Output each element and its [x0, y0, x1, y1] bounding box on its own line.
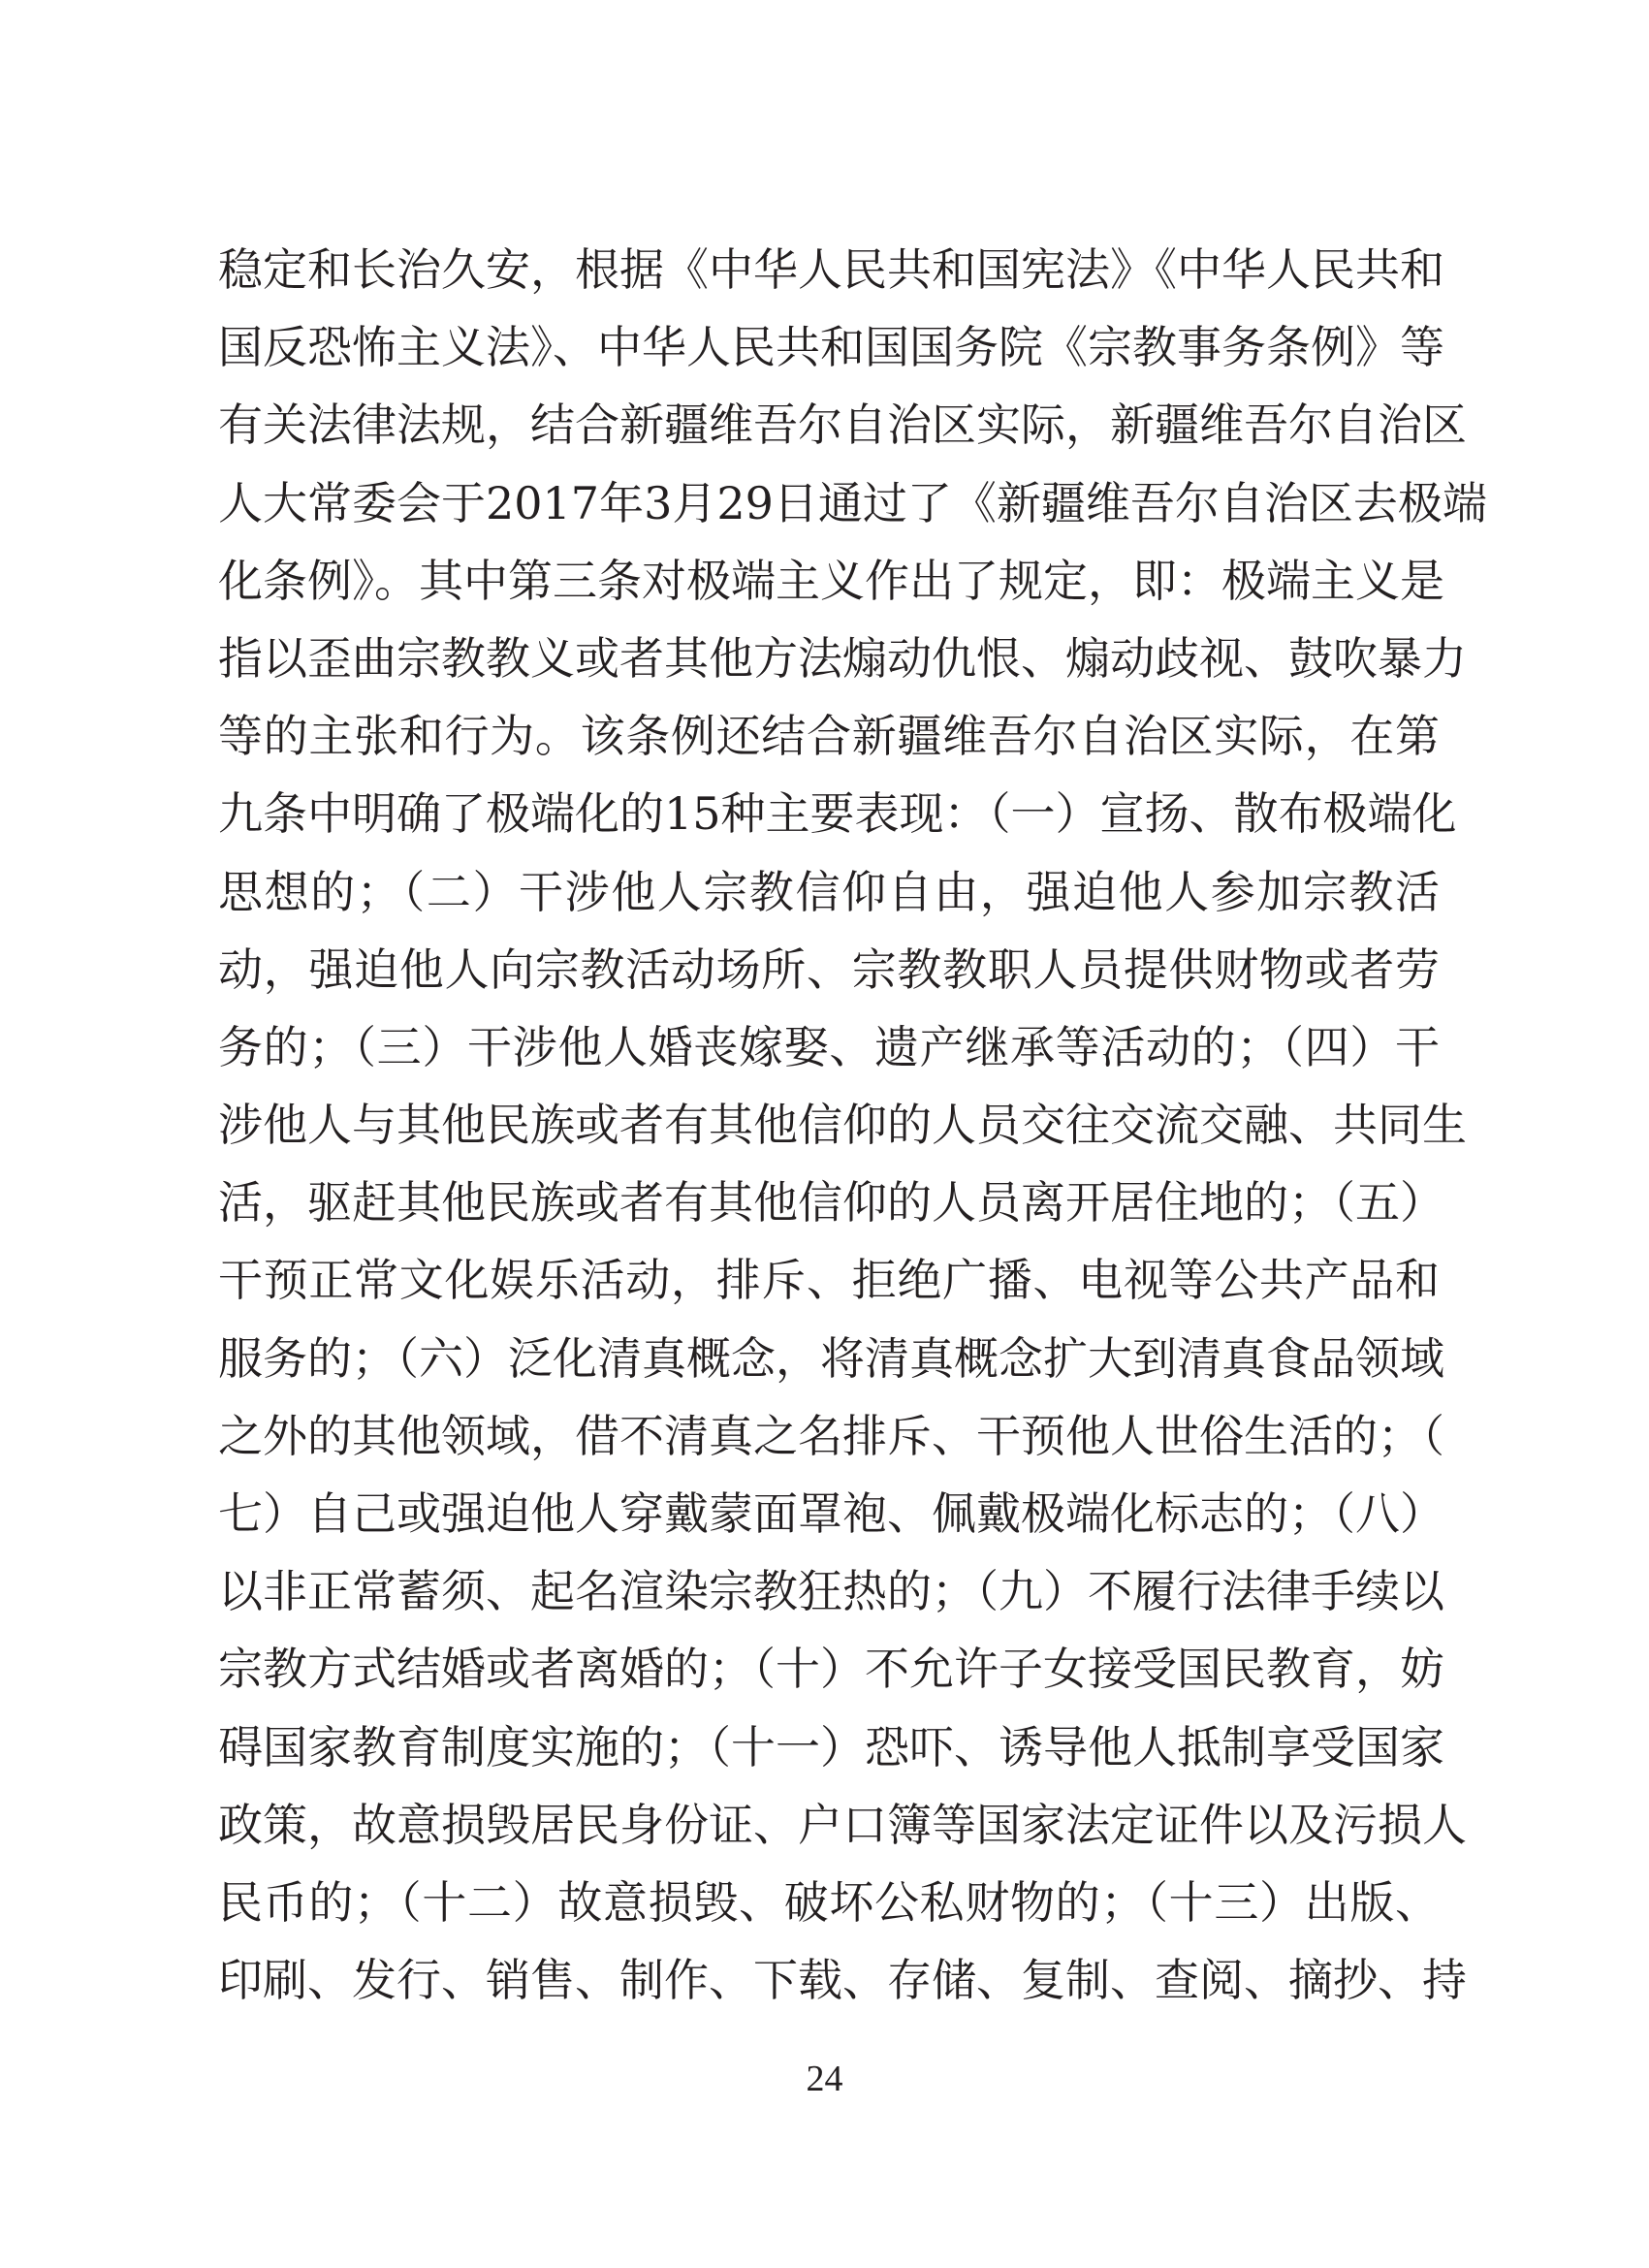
text-line: 化条例》。其中第三条对极端主义作出了规定，即：极端主义是: [218, 554, 1444, 607]
text-line: 涉他人与其他民族或者有其他信仰的人员交往交流交融、共同生: [218, 1099, 1467, 1152]
text-line: 动，强迫他人向宗教活动场所、宗教教职人员提供财物或者劳: [218, 942, 1440, 996]
text-line: 国反恐怖主义法》、中华人民共和国国务院《宗教事务条例》等: [218, 321, 1444, 374]
text-line: 印刷、发行、销售、制作、下载、存储、复制、查阅、摘抄、持: [218, 1954, 1467, 2007]
text-line: 务的；（三）干涉他人婚丧嫁娶、遗产继承等活动的；（四）干: [218, 1020, 1440, 1073]
text-line: 七）自己或强迫他人穿戴蒙面罩袍、佩戴极端化标志的；（八）: [218, 1487, 1444, 1540]
text-line: 等的主张和行为。该条例还结合新疆维吾尔自治区实际，在第: [218, 710, 1440, 763]
text-line: 稳定和长治久安，根据《中华人民共和国宪法》《中华人民共和: [218, 243, 1444, 296]
page-number: 24: [806, 2059, 843, 2099]
body-text: [218, 231, 1487, 2019]
text-line: 九条中明确了极端化的15种主要表现：（一）宣扬、散布极端化: [218, 787, 1457, 841]
text-line: 干预正常文化娱乐活动，排斥、拒绝广播、电视等公共产品和: [218, 1254, 1440, 1307]
text-line: 之外的其他领域，借不清真之名排斥、干预他人世俗生活的；（: [218, 1409, 1444, 1462]
text-line: 以非正常蓄须、起名渲染宗教狂热的；（九）不履行法律手续以: [218, 1565, 1444, 1618]
text-line: 政策，故意损毁居民身份证、户口簿等国家法定证件以及污损人: [218, 1798, 1467, 1851]
text-line: 活，驱赶其他民族或者有其他信仰的人员离开居住地的；（五）: [218, 1176, 1444, 1230]
text-line: 宗教方式结婚或者离婚的；（十）不允许子女接受国民教育，妨: [218, 1643, 1444, 1696]
text-line: 指以歪曲宗教教义或者其他方法煽动仇恨、煽动歧视、鼓吹暴力: [218, 631, 1467, 685]
text-line: 有关法律法规，结合新疆维吾尔自治区实际，新疆维吾尔自治区: [218, 399, 1467, 452]
text-line: 人大常委会于2017年3月29日通过了《新疆维吾尔自治区去极端: [218, 476, 1487, 529]
text-line: 民币的；（十二）故意损毁、破坏公私财物的；（十三）出版、: [218, 1875, 1440, 1929]
text-line: 服务的；（六）泛化清真概念，将清真概念扩大到清真食品领域: [218, 1331, 1444, 1385]
text-line: 思想的；（二）干涉他人宗教信仰自由，强迫他人参加宗教活: [218, 865, 1440, 918]
text-line: 碍国家教育制度实施的；（十一）恐吓、诱导他人抵制享受国家: [218, 1720, 1444, 1773]
